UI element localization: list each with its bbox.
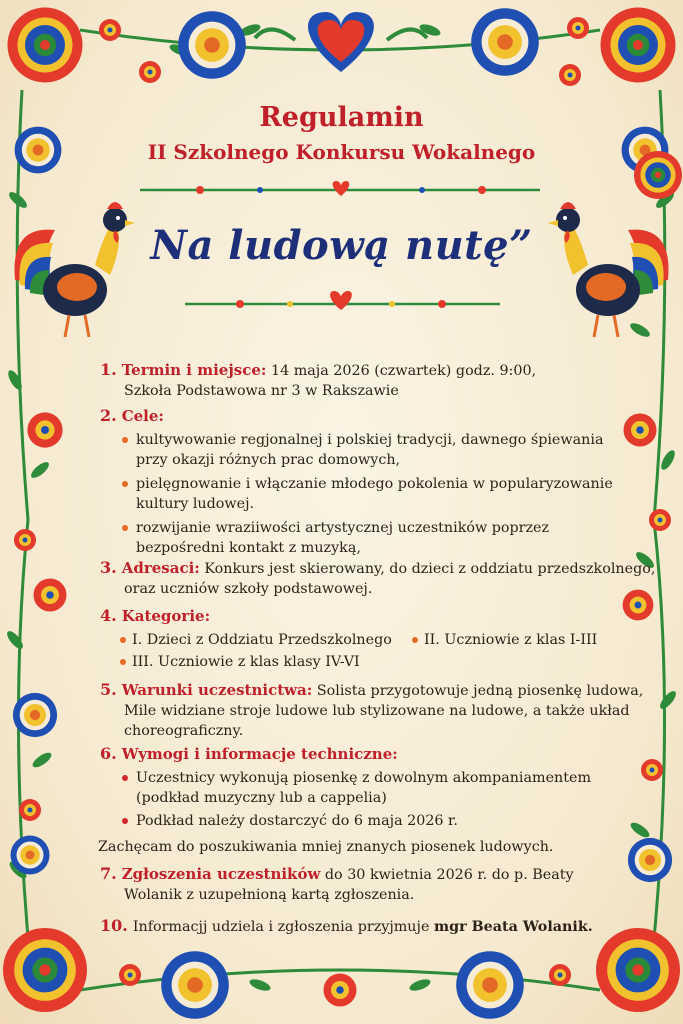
section-label: Cele: bbox=[121, 407, 164, 425]
section-number: 10. bbox=[100, 916, 128, 935]
contest-name: Na ludową nutę” bbox=[150, 222, 533, 269]
section-number: 1. bbox=[100, 360, 117, 379]
section-text: Mile widziane stroje ludowe lub stylizowane na ludowe, a także układ bbox=[124, 703, 630, 719]
list-item: kultywowanie regjonalnej i polskiej tradycji, dawnego śpiewania przy okazji różnych prac domowych, bbox=[100, 430, 660, 470]
bullet-icon bbox=[122, 481, 128, 487]
category-item: III. Uczniowie z klas klasy IV-VI bbox=[120, 652, 360, 672]
section-adresaci bbox=[100, 558, 660, 599]
section-label: Termin i miejsce: bbox=[121, 361, 267, 379]
bullet-icon bbox=[122, 525, 128, 531]
section-label: Kategorie: bbox=[121, 607, 211, 625]
section-text: Wolanik z uzupełnioną kartą zgłoszenia. bbox=[124, 887, 415, 903]
section-number: 5. bbox=[100, 680, 117, 699]
list-item: Podkład należy dostarczyć do 6 maja 2026 r. bbox=[100, 811, 660, 831]
list-item: pielęgnowanie i włączanie młodego pokolenia w popularyzowanie kultury ludowej. bbox=[100, 474, 660, 514]
section-wymogi bbox=[100, 744, 660, 857]
category-item: I. Dzieci z Oddziatu Przedszkolnego bbox=[120, 630, 412, 650]
bullet-icon bbox=[122, 818, 128, 824]
section-text: Solista przygotowuje jedną piosenkę ludowa, bbox=[316, 683, 644, 699]
section-kontakt: 10. Informacjj udziela i zgłoszenia przyjmuje mgr Beata Wolanik. bbox=[100, 916, 593, 935]
section-kategorie bbox=[100, 606, 660, 672]
page-title: Regulamin bbox=[259, 102, 424, 133]
bullet-icon bbox=[120, 659, 126, 665]
section-number: 3. bbox=[100, 558, 117, 577]
section-text: 14 maja 2026 (czwartek) godz. 9:00, bbox=[270, 363, 537, 379]
section-text: choreograficzny. bbox=[124, 723, 244, 739]
bullet-icon bbox=[122, 775, 128, 781]
list-item: rozwijanie wraziiwości artystycznej uczestników poprzez bezpośredni kontakt z muzyką, bbox=[100, 518, 660, 558]
section-text: do 30 kwietnia 2026 r. do p. Beaty bbox=[324, 867, 574, 883]
section-number: 7. bbox=[100, 864, 117, 883]
category-item: II. Uczniowie z klas I-III bbox=[412, 630, 597, 650]
section-label: Warunki uczestnictwa: bbox=[121, 681, 313, 699]
section-termin bbox=[100, 360, 660, 401]
section-note: Zachęcam do poszukiwania mniej znanych piosenek ludowych. bbox=[98, 839, 554, 855]
bullet-icon bbox=[412, 637, 418, 643]
section-cele bbox=[100, 406, 660, 558]
section-label: Wymogi i informacje techniczne: bbox=[121, 745, 398, 763]
section-zgloszenia bbox=[100, 864, 660, 905]
section-text: Informacjj udziela i zgłoszenia przyjmuje bbox=[132, 919, 430, 935]
bullet-icon bbox=[120, 637, 126, 643]
section-number: 2. bbox=[100, 406, 117, 425]
section-text: Konkurs jest skierowany, do dzieci z oddziatu przedszkolnego, bbox=[204, 561, 656, 577]
section-number: 6. bbox=[100, 744, 117, 763]
section-label: Adresaci: bbox=[121, 559, 200, 577]
section-number: 4. bbox=[100, 606, 117, 625]
section-label: Zgłoszenia uczestników bbox=[121, 865, 321, 883]
list-item: Uczestnicy wykonują piosenkę z dowolnym akompaniamentem (podkład muzyczny lub a cappelia) bbox=[100, 768, 660, 808]
section-text: oraz uczniów szkoły podstawowej. bbox=[124, 581, 373, 597]
section-warunki bbox=[100, 680, 660, 741]
page-subtitle: II Szkolnego Konkursu Wokalnego bbox=[147, 140, 536, 164]
bullet-icon bbox=[122, 437, 128, 443]
contact-name: mgr Beata Wolanik bbox=[433, 919, 588, 935]
section-text: Szkoła Podstawowa nr 3 w Rakszawie bbox=[124, 383, 399, 399]
